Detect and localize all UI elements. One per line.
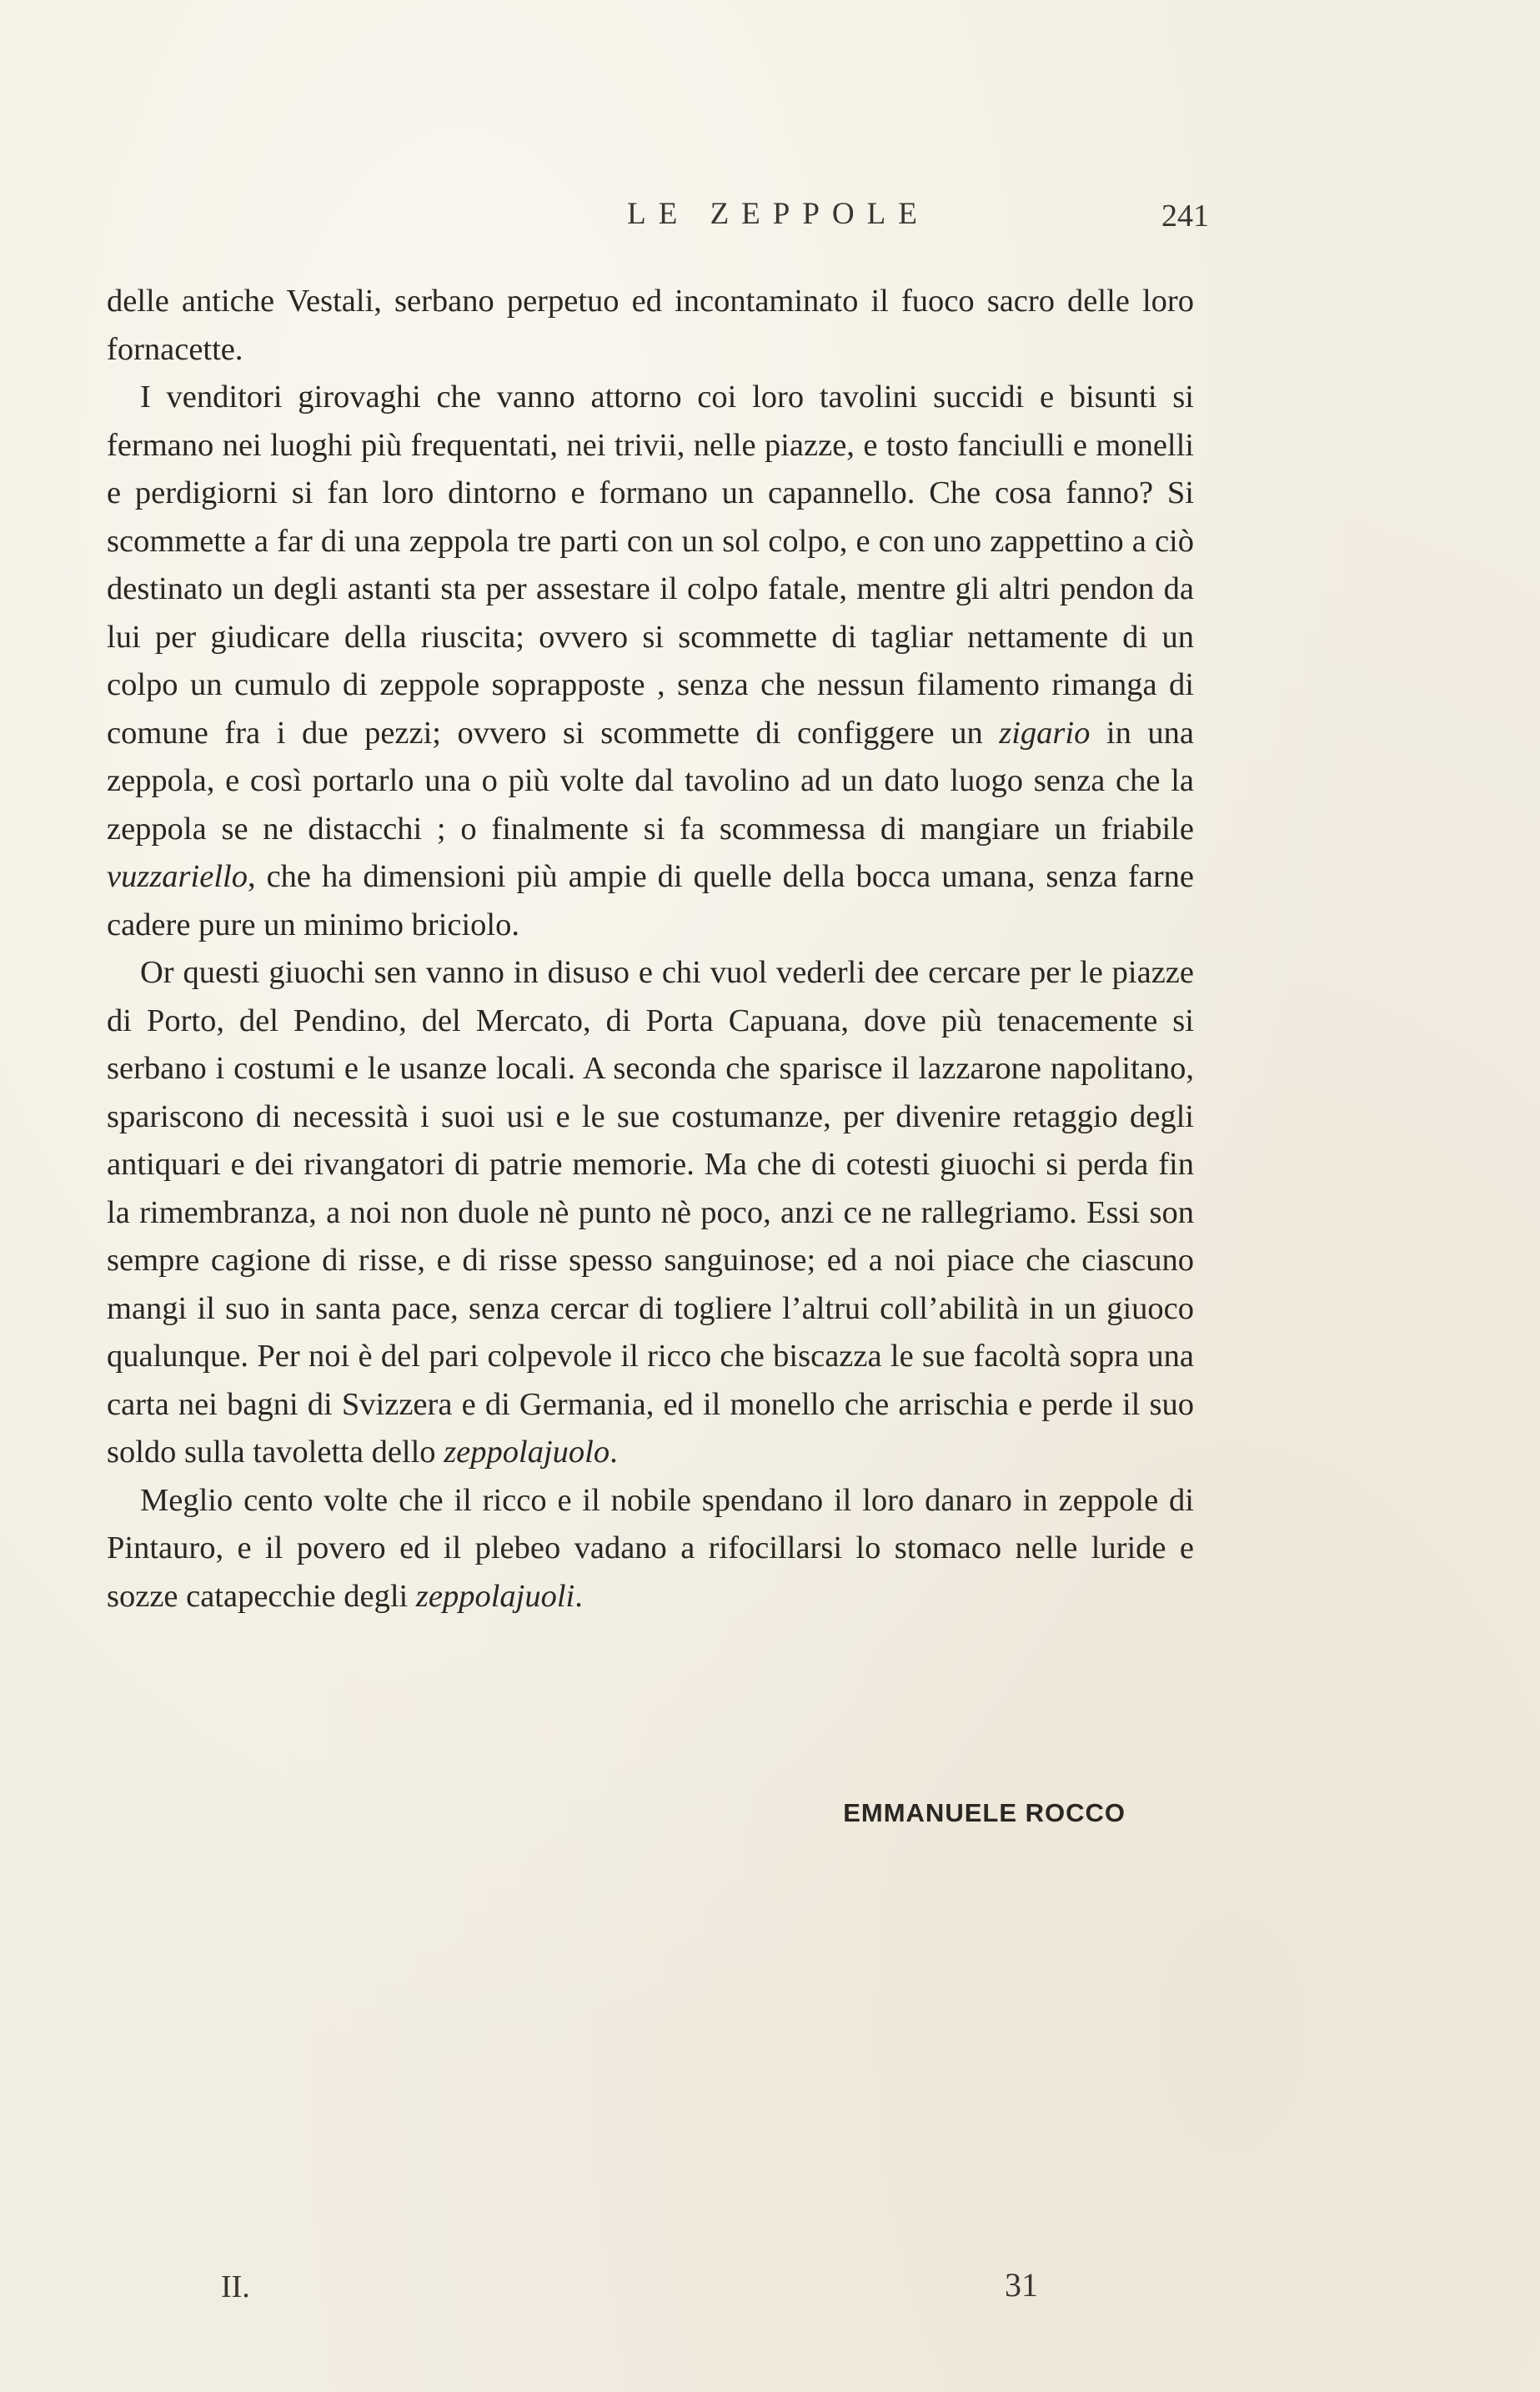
paragraph [107, 1477, 1194, 1621]
text-run: delle antiche Vestali, serbano perpetuo ed incontaminato il fuoco sacro delle loro fornacette. [107, 284, 1194, 367]
paragraph [107, 949, 1194, 1477]
italic-term: zeppolajuolo [444, 1435, 610, 1470]
page-number: 241 [1161, 198, 1209, 234]
signature-mark: II. [221, 2269, 250, 2304]
text-run: . [609, 1435, 618, 1470]
italic-term: zigario [999, 715, 1091, 751]
paragraph [107, 278, 1194, 374]
text-run: in una zeppola, e così portarlo una o più volte dal tavolino ad un dato luogo senza che la zeppola se ne distacchi ; o finalmente si fa scommessa di mangiare un friabile [107, 715, 1194, 847]
italic-term: vuzzariello [107, 859, 248, 894]
running-head [0, 193, 1540, 235]
body-text [107, 278, 1194, 1621]
text-run: , che ha dimensioni più ampie di quelle della bocca umana, senza farne cadere pure un minimo briciolo. [107, 859, 1194, 942]
text-run: Meglio cento volte che il ricco e il nobile spendano il loro danaro in zeppole di Pintauro, e il povero ed il plebeo vadano a rifocillarsi lo stomaco nelle luride e sozze catapecchie degli [107, 1482, 1194, 1614]
running-title: LE ZEPPOLE [627, 197, 930, 231]
author-signature: EMMANUELE ROCCO [843, 1798, 1126, 1827]
text-run: Or questi giuochi sen vanno in disuso e chi vuol vederli dee cercare per le piazze di Porto, del Pendino, del Mercato, di Porta Capuana, dove più tenacemente si serbano i costumi e le usanze locali. A seconda che sparisce il lazzarone napolitano, spariscono di necessità i suoi usi e le sue costumanze, per divenire retaggio degli antiquari e dei rivangatori di patrie memorie. Ma che di cotesti giuochi si perda fin la rimembranza, a noi non duole nè punto nè poco, anzi ce ne rallegriamo. Essi son sempre cagione di risse, e di risse spesso sanguinose; ed a noi piace che ciascuno mangi il suo in santa pace, senza cercar di togliere l’altrui coll’abilità in un giuoco qualunque. Per noi è del pari colpevole il ricco che biscazza le sue facoltà sopra una carta nei bagni di Svizzera e di Germania, ed il monello che arrischia e perde il suo soldo sulla tavoletta dello [107, 955, 1194, 1470]
text-run: . [574, 1578, 583, 1614]
paragraph [107, 374, 1194, 949]
sheet-number: 31 [1005, 2266, 1038, 2304]
text-run: I venditori girovaghi che vanno attorno coi loro tavolini succidi e bisunti si fermano nei luoghi più frequentati, nei trivii, nelle piazze, e tosto fanciulli e monelli e perdigiorni si fan loro dintorno e formano un capannello. Che cosa fanno? Si scommette a far di una zeppola tre parti con un sol colpo, e con uno zappettino a ciò destinato un degli astanti sta per assestare il colpo fatale, mentre gli altri pendon da lui per giudicare della riuscita; ovvero si scommette di tagliar nettamente di un colpo un cumulo di zeppole soprapposte , senza che nessun filamento rimanga di comune fra i due pezzi; ovvero si scommette di configgere un [107, 379, 1194, 751]
italic-term: zeppolajuoli [415, 1578, 575, 1614]
